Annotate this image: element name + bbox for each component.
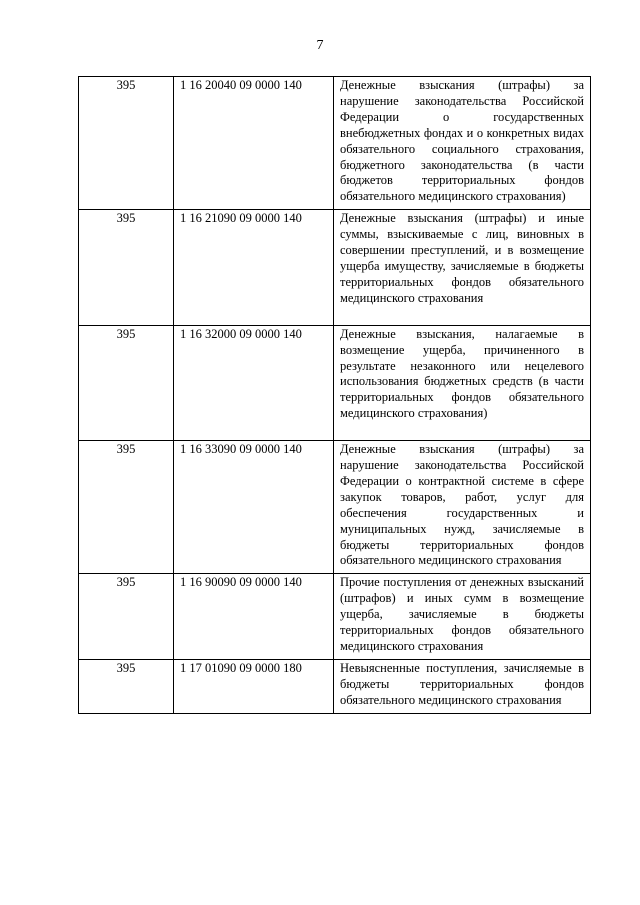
administrator-code-cell: 395 bbox=[79, 441, 174, 574]
page-number: 7 bbox=[316, 38, 324, 53]
table-row bbox=[79, 441, 591, 574]
revenue-description-cell: Прочие поступления от денежных взысканий (штрафов) и иных сумм в возмещение ущерба, зачисляемые в бюджеты территориальных фондов обязательного медицинского страхования bbox=[334, 574, 591, 660]
table-row bbox=[79, 210, 591, 325]
table-row bbox=[79, 325, 591, 440]
budget-classification-code-cell: 1 17 01090 09 0000 180 bbox=[174, 659, 334, 713]
budget-classification-code-cell: 1 16 21090 09 0000 140 bbox=[174, 210, 334, 325]
revenue-description-cell: Денежные взыскания (штрафы) и иные суммы, взыскиваемые с лиц, виновных в совершении преступлений, и в возмещение ущерба имуществу, зачисляемые в бюджеты территориальных фондов обязательного медицинского страхования bbox=[334, 210, 591, 325]
administrator-code-cell: 395 bbox=[79, 77, 174, 210]
budget-classification-code-cell: 1 16 20040 09 0000 140 bbox=[174, 77, 334, 210]
budget-classification-code-cell: 1 16 32000 09 0000 140 bbox=[174, 325, 334, 440]
revenue-description-cell: Денежные взыскания, налагаемые в возмещение ущерба, причиненного в результате незаконного или нецелевого использования бюджетных средств (в части территориальных фондов обязательного медицинского страхования) bbox=[334, 325, 591, 440]
administrator-code-cell: 395 bbox=[79, 659, 174, 713]
administrator-code-cell: 395 bbox=[79, 574, 174, 660]
administrator-code-cell: 395 bbox=[79, 210, 174, 325]
budget-classification-code-cell: 1 16 90090 09 0000 140 bbox=[174, 574, 334, 660]
table-row bbox=[79, 659, 591, 713]
budget-classification-code-cell: 1 16 33090 09 0000 140 bbox=[174, 441, 334, 574]
table-row bbox=[79, 574, 591, 660]
revenue-description-cell: Денежные взыскания (штрафы) за нарушение законодательства Российской Федерации о государственных внебюджетных фондах и о конкретных видах обязательного социального страхования, бюджетного законодательства (в части бюджетов территориальных фондов обязательного медицинского страхования) bbox=[334, 77, 591, 210]
revenue-description-cell: Денежные взыскания (штрафы) за нарушение законодательства Российской Федерации о контрактной системе в сфере закупок товаров, работ, услуг для обеспечения государственных и муниципальных нужд, зачисляемые в бюджеты территориальных фондов обязательного медицинского страхования bbox=[334, 441, 591, 574]
administrator-code-cell: 395 bbox=[79, 325, 174, 440]
budget-revenue-table bbox=[78, 76, 591, 714]
table-row bbox=[79, 77, 591, 210]
revenue-description-cell: Невыясненные поступления, зачисляемые в бюджеты территориальных фондов обязательного медицинского страхования bbox=[334, 659, 591, 713]
